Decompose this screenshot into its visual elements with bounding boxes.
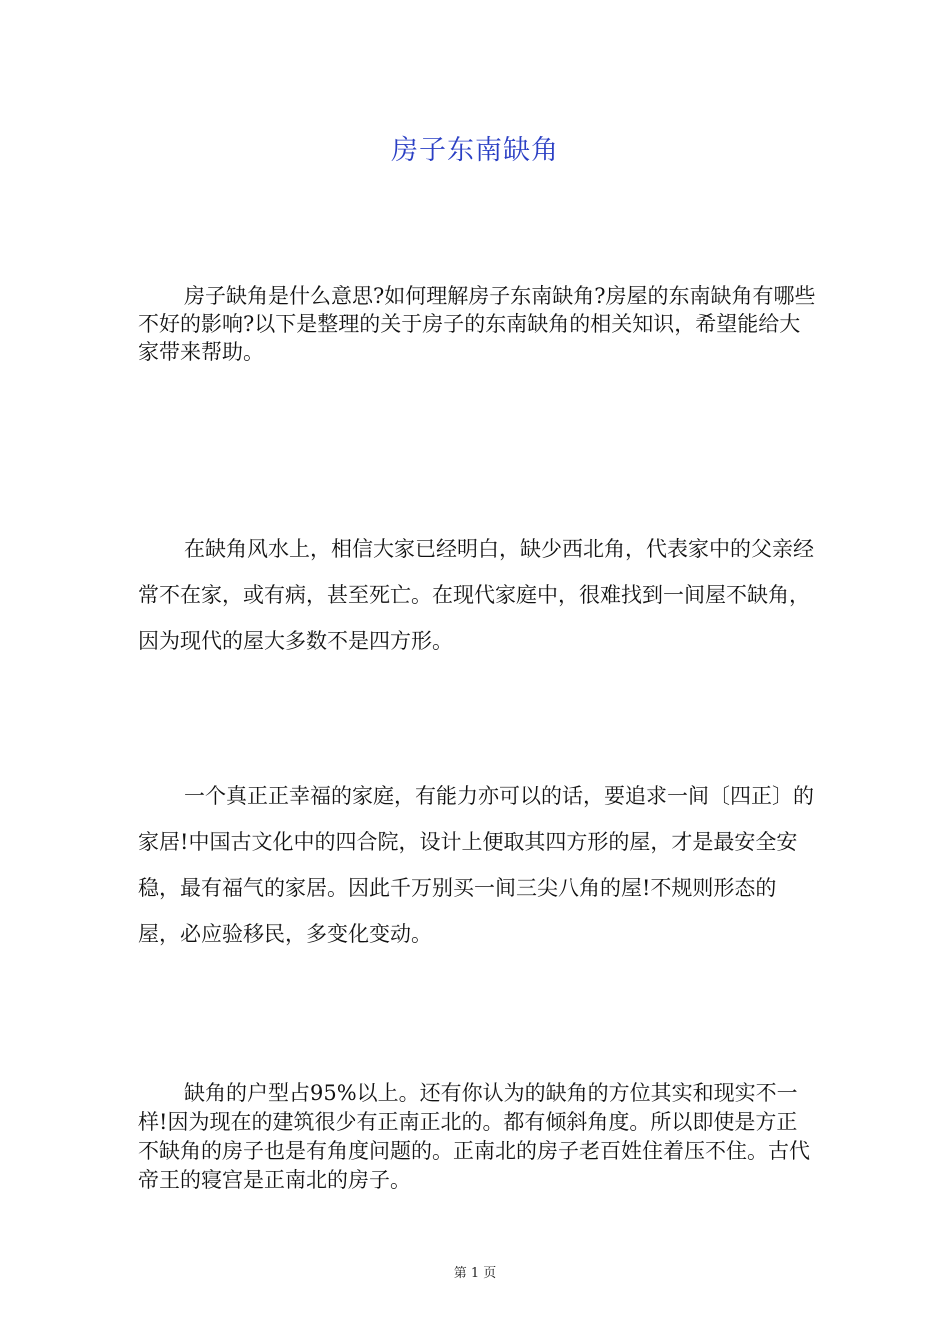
paragraph-orientation: 缺角的户型占95%以上。还有你认为的缺角的方位其实和现实不一样!因为现在的建筑很少有正南正北的。都有倾斜角度。所以即使是方正不缺角的房子也是有角度问题的。正南北的房子老百姓住着压不住。古代帝王的寝宫是正南北的房子。 [138,1081,810,1192]
page-number: 第 1 页 [453,1266,497,1281]
paragraph-missing-corner: 在缺角风水上，相信大家已经明白，缺少西北角，代表家中的父亲经常不在家，或有病，甚至死亡。在现代家庭中，很难找到一间屋不缺角，因为现代的屋大多数不是四方形。 [138,537,814,653]
document-title: 房子东南缺角 [391,135,559,166]
paragraph-four-square-home: 一个真正正幸福的家庭，有能力亦可以的话，要追求一间〔四正〕的家居!中国古文化中的四合院，设计上便取其四方形的屋，才是最安全安稳，最有福气的家居。因此千万别买一间三尖八角的屋!不规则形态的屋，必应验移民，多变化变动。 [138,784,814,946]
paragraph-intro: 房子缺角是什么意思?如何理解房子东南缺角?房屋的东南缺角有哪些不好的影响?以下是整理的关于房子的东南缺角的相关知识，希望能给大家带来帮助。 [138,284,816,364]
